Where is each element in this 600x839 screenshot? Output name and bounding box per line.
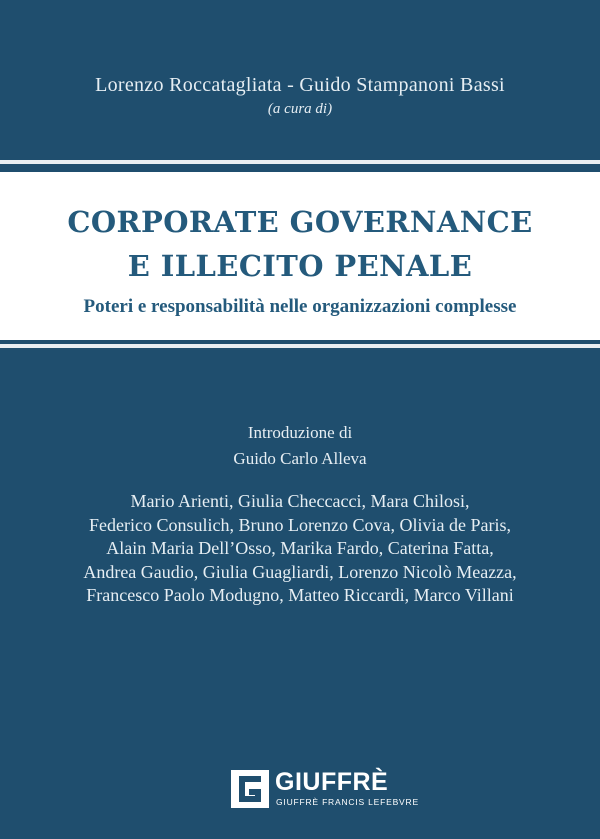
authors-line: Andrea Gaudio, Giulia Guagliardi, Lorenzo Nicolò Meazza, (83, 561, 517, 582)
publisher-subname: GIUFFRÈ FRANCIS LEFEBVRE (276, 797, 419, 807)
publisher-name: GIUFFRÈ (275, 768, 389, 796)
intro-author: Guido Carlo Alleva (233, 449, 367, 468)
editors-role: (a cura di) (267, 101, 333, 117)
book-title (0, 200, 600, 288)
title-line-1: CORPORATE GOVERNANCE (67, 205, 533, 239)
editors-names: Lorenzo Roccatagliata - Guido Stampanoni Bassi (95, 74, 505, 96)
book-subtitle: Poteri e responsabilità nelle organizzazioni complesse (83, 296, 517, 317)
divider-line-top (0, 160, 600, 164)
authors-line: Alain Maria Dell’Osso, Marika Fardo, Caterina Fatta, (106, 538, 494, 558)
giuffre-g-logo-icon (231, 770, 269, 808)
introduction-block (0, 420, 600, 472)
editors-block (0, 74, 600, 118)
publisher-logo (231, 768, 419, 810)
authors-list (0, 490, 600, 608)
intro-label: Introduzione di (247, 423, 353, 442)
divider-line-bottom (0, 344, 600, 348)
authors-line: Francesco Paolo Modugno, Matteo Riccardi, Marco Villani (86, 585, 514, 605)
title-line-2: E ILLECITO PENALE (127, 249, 473, 283)
authors-line: Mario Arienti, Giulia Checcacci, Mara Chilosi, (130, 491, 470, 511)
authors-line: Federico Consulich, Bruno Lorenzo Cova, Olivia de Paris, (89, 514, 511, 535)
